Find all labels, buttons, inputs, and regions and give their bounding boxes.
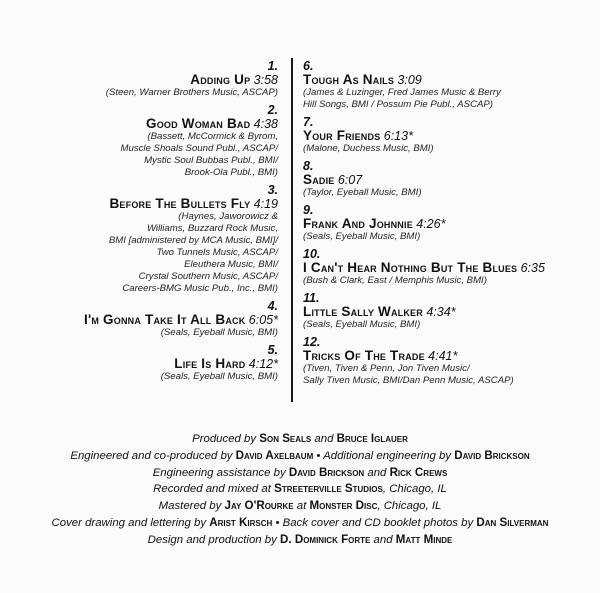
track-title-line (8, 73, 278, 87)
track-item (303, 248, 593, 287)
credit-text: Engineering assistance by (152, 466, 289, 479)
credit-text: and (370, 533, 396, 546)
track-publishing-credit: (Tiven, Tiven & Penn, Jon Tiven Music/ Sally Tiven Music, BMI/Dan Penn Music, ASCAP) (303, 363, 514, 386)
track-publishing-credit: (Steen, Warner Brothers Music, ASCAP) (105, 87, 278, 98)
track-publishing-credit: (Seals, Eyeball Music, BMI) (303, 231, 421, 242)
track-publishing-credit: (Bush & Clark, East / Memphis Music, BMI) (303, 275, 487, 286)
credit-text: Design and production by (147, 533, 280, 546)
track-title: I Can't Hear Nothing But The Blues (303, 260, 518, 275)
credit-name: David Brickson (454, 448, 530, 462)
credit-text: Produced by (192, 433, 260, 445)
credit-name: David Axelbaum (235, 448, 314, 462)
track-title: Frank And Johnnie (303, 216, 413, 231)
track-item (8, 104, 278, 179)
track-item (303, 204, 593, 243)
track-title-line (303, 349, 593, 363)
credit-name: David Brickson (288, 465, 365, 479)
track-number: 9. (303, 203, 314, 217)
track-title: Before The Bullets Fly (109, 196, 251, 211)
credit-name: Son Seals (259, 432, 312, 445)
track-title: Little Sally Walker (303, 304, 423, 319)
track-item (8, 344, 278, 383)
track-publishing-credit: (Bassett, McCormick & Byrom, Muscle Shoals Sound Publ., ASCAP/ Mystic Soul Bubbas Publ., BMI/ Brook-Ola Publ., BMI) (120, 131, 278, 178)
track-duration: 4:26* (416, 217, 446, 231)
track-item (303, 336, 593, 387)
track-title: Good Woman Bad (146, 116, 251, 131)
credit-line (0, 448, 600, 465)
track-title: Tricks Of The Trade (303, 348, 425, 363)
track-duration: 4:38 (253, 117, 278, 131)
track-number: 12. (303, 335, 321, 349)
credit-text: Engineered and co-produced by (70, 449, 236, 462)
track-title-line (8, 357, 278, 371)
credit-name: Monster Disc (309, 499, 378, 513)
track-duration: 4:41* (428, 349, 458, 363)
credit-name: D. Dominick Forte (280, 532, 371, 546)
credit-line (0, 532, 600, 549)
track-duration: 4:12* (248, 357, 278, 371)
track-number: 2. (267, 103, 278, 117)
track-duration: 6:35 (520, 261, 545, 275)
credit-text: • Additional engineering by (313, 449, 455, 462)
credit-name: Dan Silverman (476, 515, 549, 529)
credit-text: and (311, 433, 337, 445)
credit-text: at (293, 500, 310, 513)
track-item (303, 292, 593, 331)
track-title: Your Friends (303, 128, 381, 143)
credit-line (0, 481, 600, 498)
credit-line (0, 431, 600, 448)
track-title: Life Is Hard (174, 356, 246, 371)
track-number: 8. (303, 159, 314, 173)
track-item (303, 160, 593, 199)
track-number: 4. (267, 299, 278, 313)
track-title-line (303, 261, 593, 275)
column-divider (291, 58, 293, 402)
track-duration: 6:05* (248, 313, 278, 327)
track-item (8, 300, 278, 339)
track-list-right (303, 60, 593, 392)
track-title-line (303, 217, 593, 231)
track-publishing-credit: (Malone, Duchess Music, BMI) (303, 143, 434, 154)
credit-text: Cover drawing and lettering by (51, 516, 210, 529)
track-duration: 6:13* (383, 129, 413, 143)
track-number: 5. (267, 343, 278, 357)
credit-text: Mastered by (158, 500, 225, 513)
track-title: I'm Gonna Take It All Back (84, 312, 246, 327)
track-title-line (303, 129, 593, 143)
track-publishing-credit: (Seals, Eyeball Music, BMI) (160, 327, 278, 338)
credit-text: Recorded and mixed at (153, 483, 275, 496)
credit-line (0, 498, 600, 515)
track-title-line (8, 313, 278, 327)
track-title: Tough As Nails (303, 72, 395, 87)
track-publishing-credit: (Seals, Eyeball Music, BMI) (160, 371, 278, 382)
credit-line (0, 515, 600, 532)
track-number: 3. (267, 183, 278, 197)
track-title: Sadie (303, 172, 335, 187)
credit-name: Matt Minde (395, 532, 453, 546)
track-duration: 4:34* (426, 305, 456, 319)
credit-text: and (364, 466, 390, 479)
track-publishing-credit: (James & Luzinger, Fred James Music & Berry Hill Songs, BMI / Possum Pie Publ., ASCAP) (303, 87, 501, 110)
track-publishing-credit: (Taylor, Eyeball Music, BMI) (303, 187, 422, 198)
credit-text: , Chicago, IL (377, 500, 442, 513)
track-item (8, 184, 278, 295)
track-number: 7. (303, 115, 314, 129)
credit-name: Streeterville Studios (274, 482, 383, 496)
track-item (303, 116, 593, 155)
track-list-left (8, 60, 278, 388)
track-title-line (303, 305, 593, 319)
track-number: 11. (303, 291, 320, 305)
credit-name: Rick Crews (389, 465, 448, 479)
track-duration: 4:19 (253, 197, 278, 211)
track-title-line (8, 197, 278, 211)
track-duration: 3:09 (397, 73, 422, 87)
track-title-line (303, 173, 593, 187)
track-publishing-credit: (Seals, Eyeball Music, BMI) (303, 319, 421, 330)
track-item (303, 60, 593, 111)
track-title-line (303, 73, 593, 87)
credit-line (0, 465, 600, 482)
track-duration: 3:58 (253, 73, 278, 87)
track-number: 1. (267, 59, 278, 73)
credit-text: • Back cover and CD booklet photos by (272, 516, 477, 529)
track-title-line (8, 117, 278, 131)
credit-text: , Chicago, IL (382, 483, 447, 496)
credit-name: Bruce Iglauer (336, 432, 408, 445)
production-credits (0, 431, 600, 549)
track-number: 10. (303, 247, 321, 261)
track-duration: 6:07 (337, 173, 363, 187)
track-title: Adding Up (190, 72, 251, 87)
track-publishing-credit: (Haynes, Jaworowicz & Williams, Buzzard Rock Music, BMI [administered by MCA Music, BMI]/ Two Tunnels Music, ASCAP/ Eleuthera Music, BMI/ Crystal Southern Music, ASCAP/ Careers-BMG Music Pub., Inc., BMI) (108, 211, 278, 294)
track-item (8, 60, 278, 99)
credit-name: Jay O'Rourke (224, 499, 294, 513)
credit-name: Arist Kirsch (209, 515, 273, 529)
track-number: 6. (303, 59, 314, 73)
